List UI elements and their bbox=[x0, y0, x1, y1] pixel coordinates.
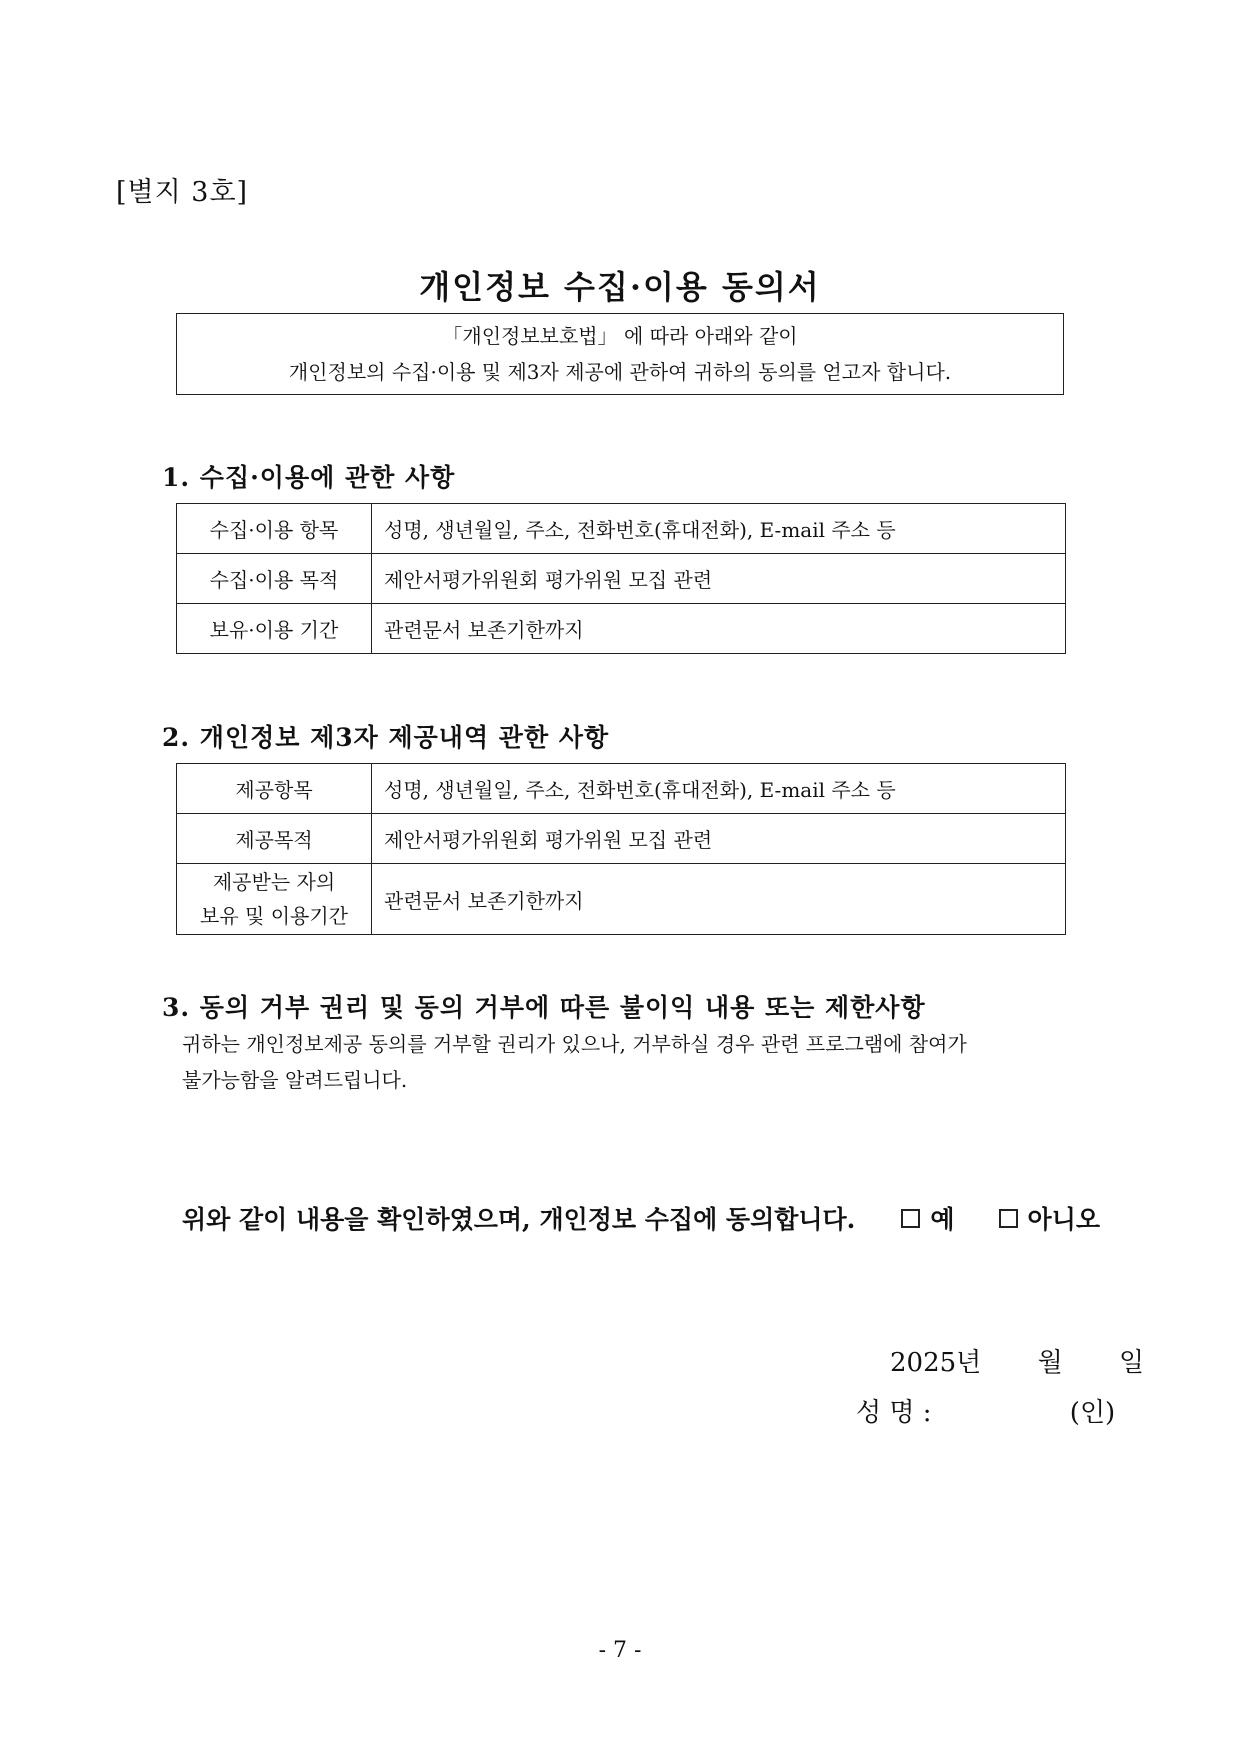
intro-box bbox=[176, 313, 1064, 395]
section-2-table bbox=[176, 763, 1066, 935]
signature-row bbox=[856, 1392, 1115, 1429]
row-value: 관련문서 보존기한까지 bbox=[372, 604, 1066, 654]
row-label: 제공항목 bbox=[177, 764, 372, 814]
annex-label: [별지 3호] bbox=[116, 177, 249, 208]
table-row bbox=[177, 554, 1066, 604]
section-2-heading: 2. 개인정보 제3자 제공내역 관한 사항 bbox=[162, 723, 610, 752]
table-row bbox=[177, 814, 1066, 864]
no-checkbox[interactable] bbox=[999, 1209, 1018, 1228]
consent-yes-option[interactable] bbox=[901, 1200, 954, 1236]
row-value: 제안서평가위원회 평가위원 모집 관련 bbox=[372, 814, 1066, 864]
row-label: 수집·이용 목적 bbox=[177, 554, 372, 604]
intro-line-2: 개인정보의 수집·이용 및 제3자 제공에 관하여 귀하의 동의를 얻고자 합니다. bbox=[288, 360, 952, 384]
row-value: 관련문서 보존기한까지 bbox=[372, 864, 1066, 935]
date-day: 일 bbox=[1118, 1348, 1145, 1378]
date-row bbox=[890, 1342, 1144, 1379]
yes-label: 예 bbox=[930, 1205, 955, 1234]
row-label: 보유·이용 기간 bbox=[177, 604, 372, 654]
no-label: 아니오 bbox=[1027, 1205, 1100, 1234]
note-line-2: 불가능함을 알려드립니다. bbox=[182, 1068, 408, 1092]
document-title: 개인정보 수집·이용 동의서 bbox=[419, 268, 821, 306]
signature-label: 성 명 : bbox=[856, 1398, 932, 1428]
row-label bbox=[177, 864, 372, 935]
page-number: - 7 - bbox=[598, 1638, 642, 1663]
consent-statement: 위와 같이 내용을 확인하였으며, 개인정보 수집에 동의합니다. bbox=[182, 1205, 856, 1234]
row-label: 제공목적 bbox=[177, 814, 372, 864]
row-value: 성명, 생년월일, 주소, 전화번호(휴대전화), E-mail 주소 등 bbox=[372, 504, 1066, 554]
table-row bbox=[177, 504, 1066, 554]
row-value: 제안서평가위원회 평가위원 모집 관련 bbox=[372, 554, 1066, 604]
signature-seal: (인) bbox=[1069, 1398, 1116, 1428]
row-label: 수집·이용 항목 bbox=[177, 504, 372, 554]
table-row bbox=[177, 604, 1066, 654]
consent-line bbox=[182, 1200, 1100, 1236]
section-3-note bbox=[182, 1026, 967, 1098]
note-line-1: 귀하는 개인정보제공 동의를 거부할 권리가 있으나, 거부하실 경우 관련 프로그램에 참여가 bbox=[182, 1032, 967, 1056]
table-row bbox=[177, 864, 1066, 935]
row-value: 성명, 생년월일, 주소, 전화번호(휴대전화), E-mail 주소 등 bbox=[372, 764, 1066, 814]
section-3-heading: 3. 동의 거부 권리 및 동의 거부에 따른 불이익 내용 또는 제한사항 bbox=[162, 993, 926, 1022]
intro-line-1: 「개인정보보호법」 에 따라 아래와 같이 bbox=[442, 324, 798, 348]
table-row bbox=[177, 764, 1066, 814]
row-label-line-2: 보유 및 이용기간 bbox=[200, 904, 348, 928]
consent-no-option[interactable] bbox=[999, 1200, 1100, 1236]
section-1-table bbox=[176, 503, 1066, 654]
yes-checkbox[interactable] bbox=[901, 1209, 920, 1228]
row-label-line-1: 제공받는 자의 bbox=[212, 870, 336, 894]
section-1-heading: 1. 수집·이용에 관한 사항 bbox=[162, 463, 456, 492]
date-month: 월 bbox=[1037, 1348, 1063, 1378]
date-year: 2025년 bbox=[890, 1348, 982, 1378]
